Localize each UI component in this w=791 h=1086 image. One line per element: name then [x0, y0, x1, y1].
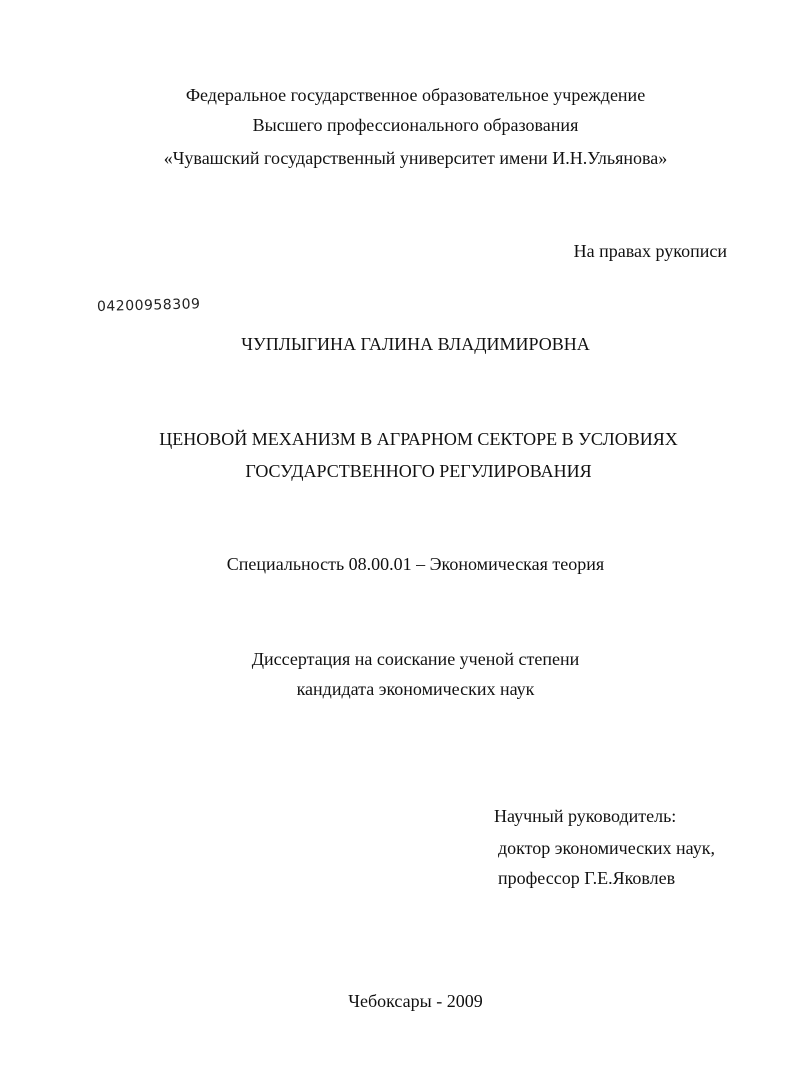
dissertation-title-line-1: ЦЕНОВОЙ МЕХАНИЗМ В АГРАРНОМ СЕКТОРЕ В УСЛОВИЯХ — [159, 429, 678, 449]
institution-line-3: «Чувашский государственный университет имени И.Н.Ульянова» — [163, 148, 668, 168]
city-year: Чебоксары - 2009 — [348, 991, 483, 1011]
institution-line-1: Федеральное государственное образовательное учреждение — [185, 85, 646, 105]
registry-code: 04200958309 — [96, 296, 201, 315]
specialty: Специальность 08.00.01 – Экономическая теория — [226, 554, 605, 574]
supervisor-name: профессор Г.Е.Яковлев — [498, 868, 676, 888]
degree-line-1: Диссертация на соискание ученой степени — [251, 649, 580, 669]
degree-line-2: кандидата экономических наук — [296, 679, 535, 699]
supervisor-degree: доктор экономических наук, — [498, 838, 715, 858]
author-name: ЧУПЛЫГИНА ГАЛИНА ВЛАДИМИРОВНА — [241, 334, 590, 354]
dissertation-title-line-2: ГОСУДАРСТВЕННОГО РЕГУЛИРОВАНИЯ — [245, 461, 592, 481]
institution-line-2: Высшего профессионального образования — [252, 115, 579, 135]
supervisor-label: Научный руководитель: — [494, 806, 677, 826]
manuscript-rights-note: На правах рукописи — [573, 241, 727, 261]
